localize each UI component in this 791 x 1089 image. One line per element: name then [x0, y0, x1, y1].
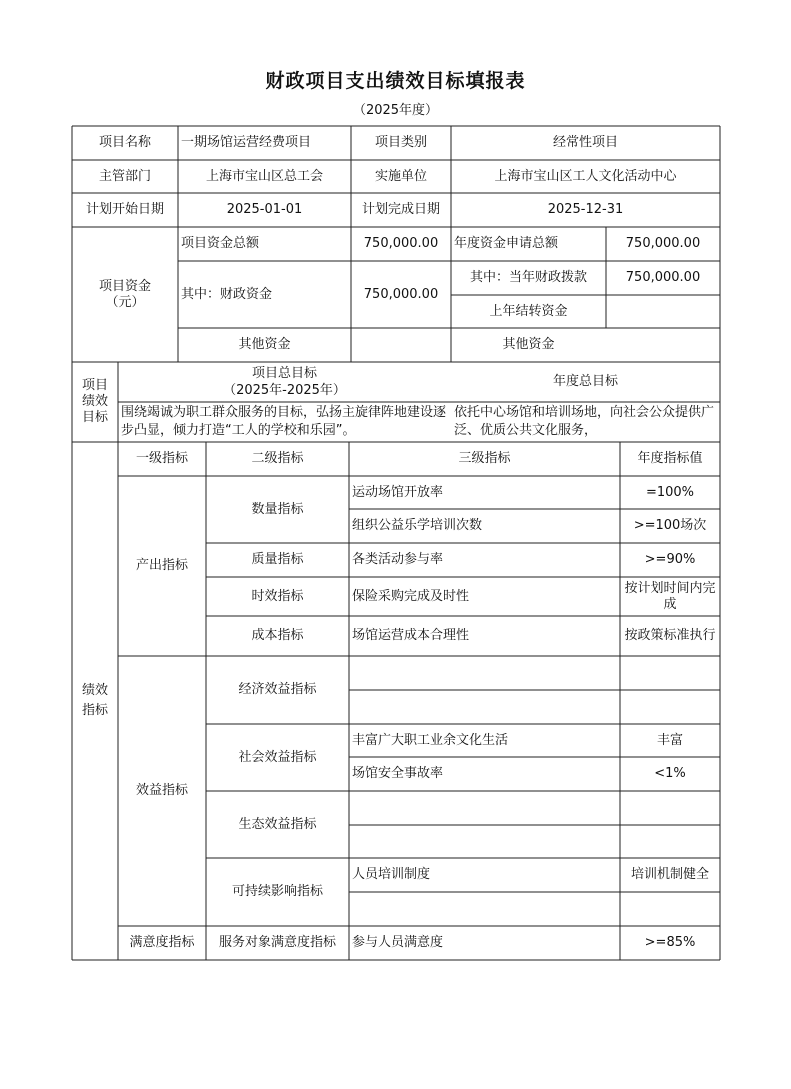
start-date-value: 2025-01-01: [226, 202, 303, 217]
header-level1: 一级指标: [135, 451, 188, 466]
funds-annual-value: 750,000.00: [625, 236, 701, 251]
unit-label: 实施单位: [374, 168, 427, 184]
sustainability-indicators: 可持续影响指标: [231, 884, 323, 899]
table-row-quality-name: 各类活动参与率: [352, 552, 444, 567]
table-row-social2-value: <1%: [654, 766, 686, 781]
funds-carryover-value: [606, 295, 720, 328]
table-row-quality-value: >=90%: [644, 552, 696, 567]
economic-indicators: 经济效益指标: [238, 682, 317, 697]
funds-other2-value: [606, 328, 720, 362]
funds-label: 项目资金 （元）: [98, 278, 151, 310]
end-date-label: 计划完成日期: [361, 202, 440, 217]
funds-other-label: 其他资金: [238, 337, 291, 352]
unit-value: 上海市宝山区工人文化活动中心: [494, 168, 677, 184]
project-name-value: 一期场馆运营经费项目: [181, 135, 312, 150]
funds-current-label: 其中：当年财政拨款: [469, 270, 587, 285]
funds-other-value: [351, 328, 451, 362]
project-type-label: 项目类别: [374, 135, 427, 150]
header-level3: 三级指标: [458, 451, 511, 466]
table-row-social1-value: 丰富: [656, 732, 683, 748]
table-row-sustain-name: 人员培训制度: [352, 867, 431, 882]
ecological-indicators: 生态效益指标: [238, 816, 317, 832]
indicators-label: 绩效 指标: [81, 683, 108, 718]
table-row-timeliness-value: 按计划时间内完成: [624, 580, 716, 612]
funds-fiscal-label: 其中：财政资金: [181, 286, 273, 302]
satisfaction-indicators: 满意度指标: [129, 935, 195, 950]
table-row-q1-value: =100%: [645, 484, 695, 500]
form-year: （2025年度）: [352, 103, 439, 118]
table-row-q2-name: 组织公益乐学培训次数: [352, 518, 483, 533]
project-type-value: 经常性项目: [552, 135, 618, 150]
cost-indicators: 成本指标: [251, 628, 304, 643]
goals-label: 项目 绩效 目标: [81, 378, 108, 425]
end-date-value: 2025-12-31: [547, 202, 624, 217]
table-row-social1-name: 丰富广大职工业余文化生活: [352, 732, 509, 748]
table-row-q1-name: 运动场馆开放率: [352, 484, 444, 500]
header-level2: 二级指标: [251, 451, 304, 466]
table-row-social2-name: 场馆安全事故率: [352, 766, 444, 781]
funds-carryover-label: 上年结转资金: [489, 303, 568, 319]
goals-total-label: 项目总目标 （2025年-2025年）: [223, 366, 346, 398]
quantity-indicators: 数量指标: [251, 501, 304, 517]
start-date-label: 计划开始日期: [85, 202, 164, 217]
project-name-label: 项目名称: [98, 135, 151, 150]
table-row-timeliness-name: 保险采购完成及时性: [352, 588, 470, 604]
timeliness-indicators: 时效指标: [251, 588, 304, 604]
satisfaction-sub-indicator: 服务对象满意度指标: [218, 935, 336, 950]
benefit-indicators: 效益指标: [135, 783, 188, 798]
funds-other2-label: 其他资金: [502, 337, 555, 352]
quality-indicators: 质量指标: [251, 552, 304, 567]
funds-total-label: 项目资金总额: [181, 236, 260, 251]
dept-value: 上海市宝山区总工会: [205, 168, 323, 184]
funds-current-value: 750,000.00: [625, 270, 701, 285]
funds-fiscal-value: 750,000.00: [363, 286, 439, 302]
funds-annual-label: 年度资金申请总额: [454, 236, 559, 251]
form-title: 财政项目支出绩效目标填报表: [265, 70, 526, 92]
table-row-cost-name: 场馆运营成本合理性: [352, 628, 470, 643]
table-row-satisfaction-name: 参与人员满意度: [352, 935, 444, 950]
table-row-q2-value: >=100场次: [633, 518, 707, 533]
output-indicators: 产出指标: [135, 558, 188, 573]
goals-total-text: 围绕竭诚为职工群众服务的目标，弘扬主旋律阵地建设逐步凸显，倾力打造“工人的学校和乐园”。: [121, 405, 447, 438]
table-row-satisfaction-value: >=85%: [644, 935, 696, 950]
funds-total-value: 750,000.00: [363, 236, 439, 251]
dept-label: 主管部门: [98, 168, 151, 184]
goals-annual-text: 依托中心场馆和培训场地，向社会公众提供广泛、优质公共文化服务，: [454, 405, 715, 438]
table-row-cost-value: 按政策标准执行: [624, 628, 716, 643]
social-indicators: 社会效益指标: [238, 749, 317, 765]
header-annual-value: 年度指标值: [637, 451, 703, 466]
table-row-sustain-value: 培训机制健全: [630, 867, 709, 882]
goals-annual-label: 年度总目标: [552, 374, 618, 389]
